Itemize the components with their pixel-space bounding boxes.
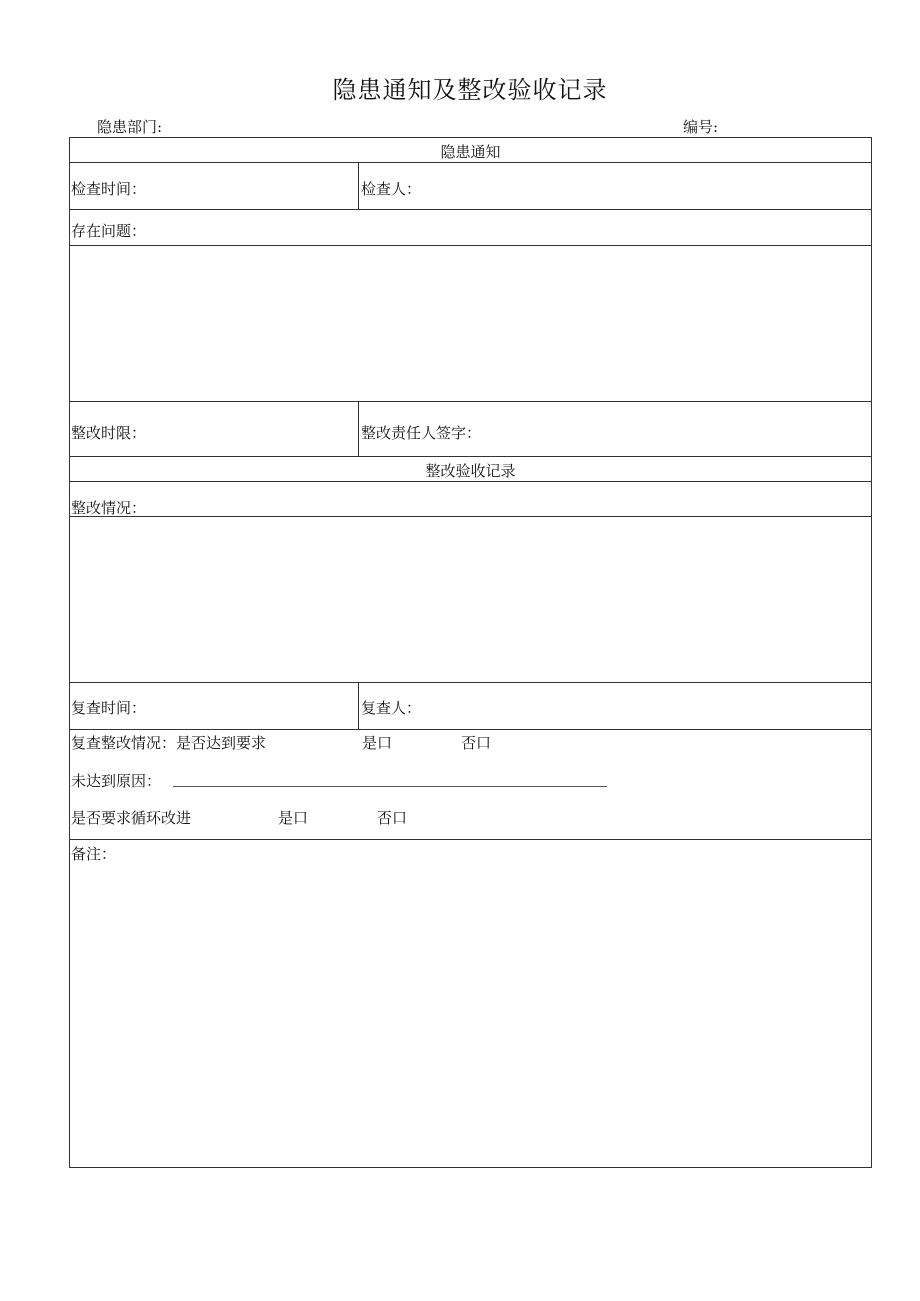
reason-underline[interactable] <box>173 786 607 787</box>
number-label: 编号: <box>683 118 719 136</box>
meet-yes-checkbox[interactable]: 是口 <box>362 734 393 752</box>
record-form <box>69 137 872 1168</box>
divider <box>70 682 871 683</box>
problem-label: 存在问题： <box>71 222 147 240</box>
divider <box>70 245 871 246</box>
reason-label: 未达到原因： <box>71 772 162 790</box>
cycle-yes-checkbox[interactable]: 是口 <box>278 809 309 827</box>
rechecker-label: 复查人： <box>361 699 422 717</box>
deadline-label: 整改时限： <box>71 424 147 442</box>
inspect-time-label: 检查时间： <box>71 180 147 198</box>
divider <box>358 682 359 729</box>
divider <box>70 839 871 840</box>
rectification-status-label: 整改情况： <box>71 499 147 517</box>
divider <box>70 209 871 210</box>
divider <box>70 481 871 482</box>
divider <box>70 729 871 730</box>
divider <box>70 401 871 402</box>
divider <box>70 456 871 457</box>
divider <box>358 401 359 456</box>
acceptance-section-title: 整改验收记录 <box>425 462 516 480</box>
divider <box>70 162 871 163</box>
meet-requirement-question: 复查整改情况：是否达到要求 <box>71 734 267 752</box>
meet-no-checkbox[interactable]: 否口 <box>461 734 492 752</box>
department-label: 隐患部门: <box>97 118 163 136</box>
page-title: 隐患通知及整改验收记录 <box>332 76 608 104</box>
inspector-label: 检查人： <box>361 180 422 198</box>
cycle-improve-question: 是否要求循环改进 <box>71 809 192 827</box>
remark-label: 备注： <box>71 845 117 863</box>
cycle-no-checkbox[interactable]: 否口 <box>377 809 408 827</box>
divider <box>358 162 359 209</box>
notice-section-title: 隐患通知 <box>440 143 501 161</box>
divider <box>70 516 871 517</box>
responsible-sign-label: 整改责任人签字： <box>361 424 482 442</box>
recheck-time-label: 复查时间： <box>71 699 147 717</box>
